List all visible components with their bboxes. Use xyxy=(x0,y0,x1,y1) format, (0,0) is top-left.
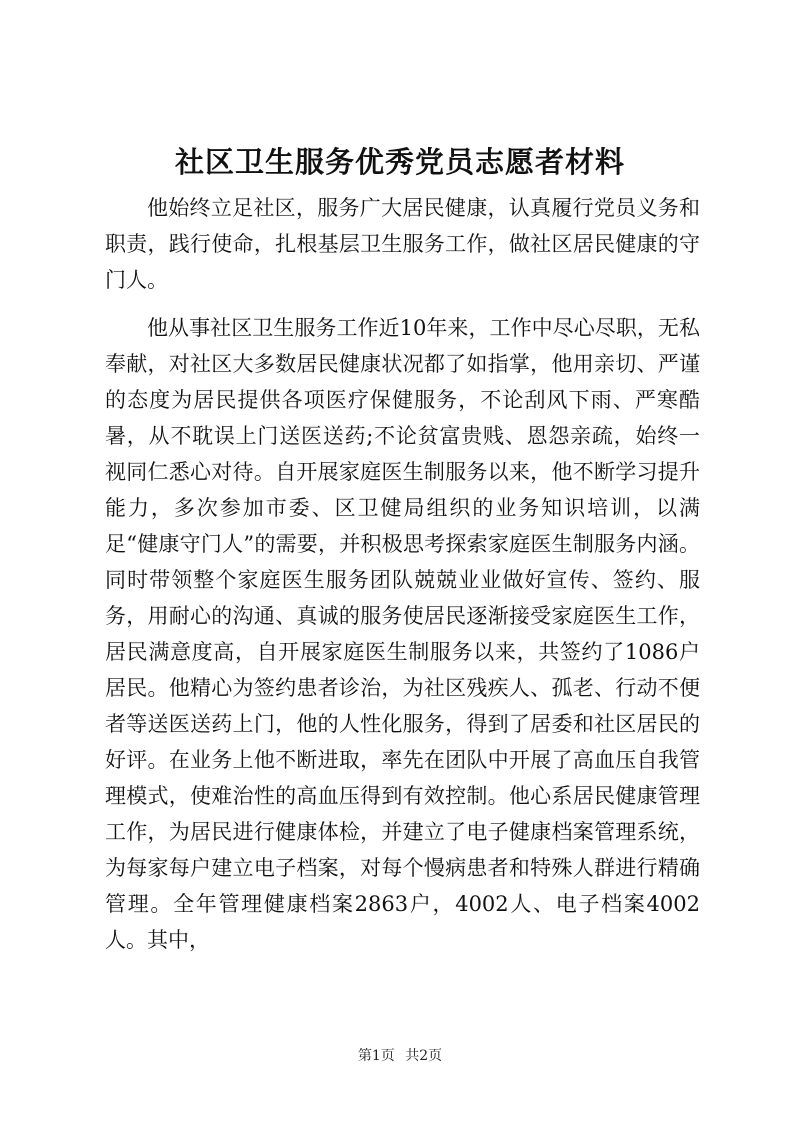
document-title: 社区卫生服务优秀党员志愿者材料 xyxy=(174,145,625,179)
paragraph-1: 他始终立足社区，服务广大居民健康，认真履行党员义务和职责，践行使命，扎根基层卫生服务工作，做社区居民健康的守门人。 xyxy=(105,196,700,292)
paragraph-2: 他从事社区卫生服务工作近10年来，工作中尽心尽职，无私奉献，对社区大多数居民健康状况都了如指掌，他用亲切、严谨的态度为居民提供各项医疗保健服务，不论刮风下雨、严寒酷暑，从不耽误上门送医送药;不论贫富贵贱、恩怨亲疏，始终一视同仁悉心对待。自开展家庭医生制服务以来，他不断学习提升能力，多次参加市委、区卫健局组织的业务知识培训，以满足“健康守门人”的需要，并积极思考探索家庭医生制服务内涵。同时带领整个家庭医生服务团队兢兢业业做好宣传、签约、服务，用耐心的沟通、真诚的服务使居民逐渐接受家庭医生工作，居民满意度高，自开展家庭医生制服务以来，共签约了1086户居民。他精心为签约患者诊治，为社区残疾人、孤老、行动不便者等送医送药上门，他的人性化服务，得到了居委和社区居民的好评。在业务上他不断进取，率先在团队中开展了高血压自我管理模式，使难治性的高血压得到有效控制。他心系居民健康管理工作，为居民进行健康体检，并建立了电子健康档案管理系统，为每家每户建立电子档案，对每个慢病患者和特殊人群进行精确管理。全年管理健康档案2863户，4002人、电子档案4002人。其中， xyxy=(105,316,700,952)
page-number: 第1页 xyxy=(357,1048,395,1064)
page-total: 共2页 xyxy=(405,1048,443,1064)
page-footer xyxy=(0,1046,800,1066)
